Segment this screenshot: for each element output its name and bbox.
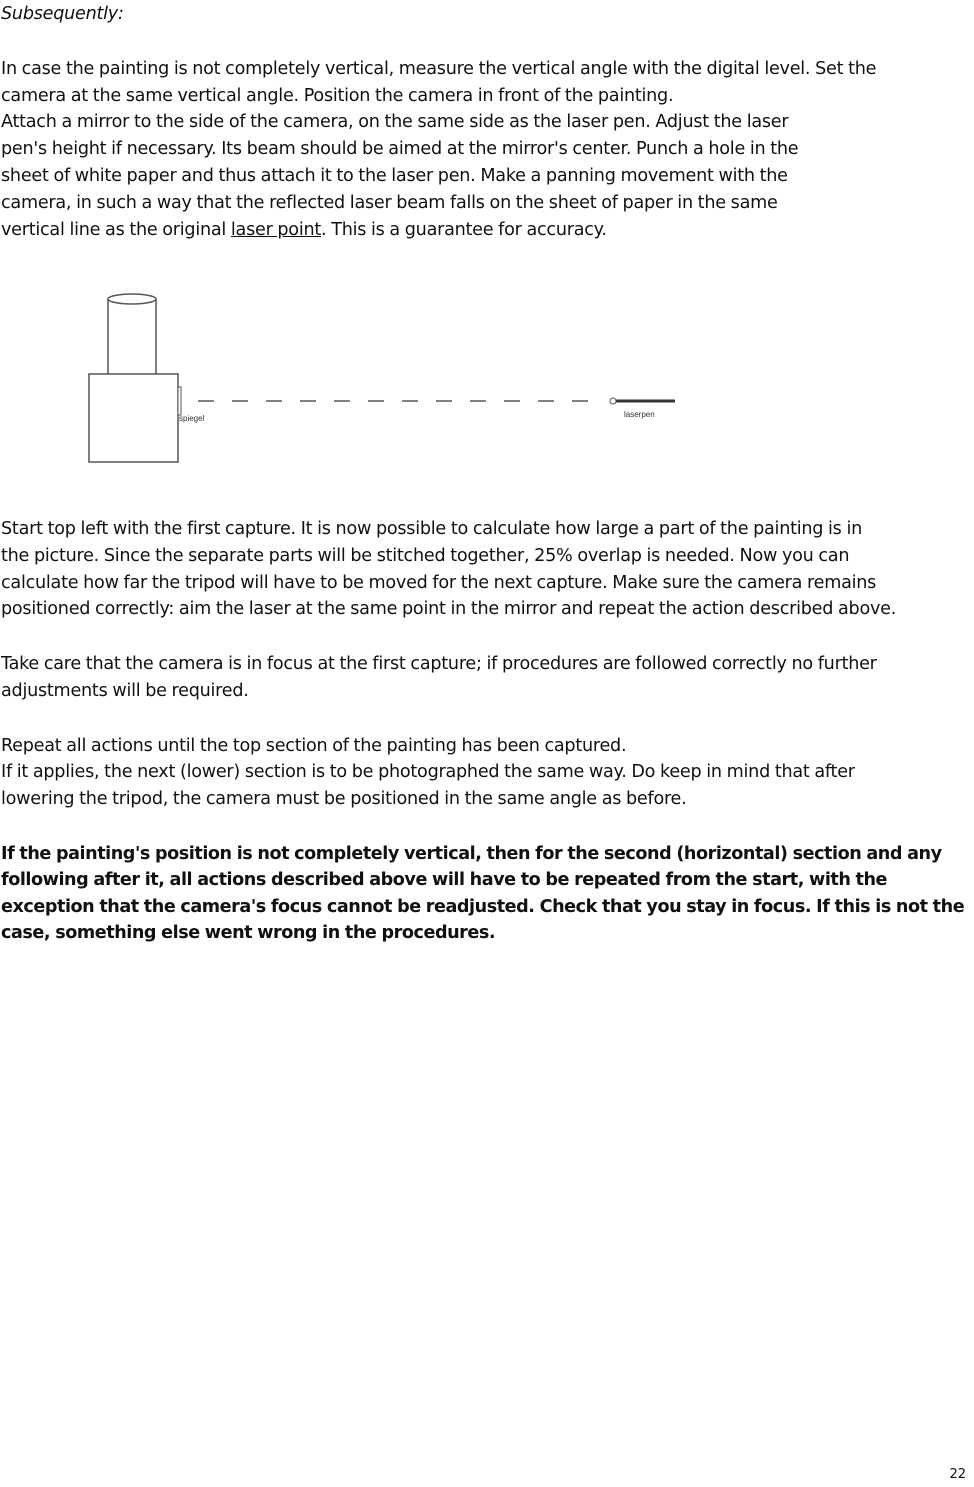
paragraph-line: the picture. Since the separate parts will be stitched together, 25% overlap is needed. Now you can bbox=[1, 546, 850, 566]
paragraph-line: lowering the tripod, the camera must be positioned in the same angle as before. bbox=[1, 789, 687, 809]
laser-point-link[interactable]: laser point bbox=[230, 220, 322, 240]
mirror bbox=[178, 387, 181, 415]
laser-pen-tip bbox=[610, 398, 616, 404]
bold-paragraph-line: following after it, all actions described above will have to be repeated from the start, with the bbox=[1, 870, 888, 890]
bold-paragraph-line: case, something else went wrong in the procedures. bbox=[1, 923, 496, 943]
paragraph-line: pen's height if necessary. Its beam should be aimed at the mirror's center. Punch a hole in the bbox=[1, 139, 799, 159]
line-text-after: . This is a guarantee for accuracy. bbox=[321, 220, 607, 240]
section-heading: Subsequently: bbox=[1, 4, 124, 24]
paragraph-line bbox=[1, 219, 607, 241]
camera-body bbox=[89, 374, 178, 462]
camera-lens-top bbox=[108, 294, 156, 304]
paragraph-line: Take care that the camera is in focus at the first capture; if procedures are followed correctly no further bbox=[1, 654, 877, 674]
bold-paragraph-line: exception that the camera's focus cannot be readjusted. Check that you stay in focus. If this is not the bbox=[1, 897, 965, 917]
line-text-before: vertical line as the original bbox=[1, 220, 231, 240]
laser-alignment-diagram bbox=[80, 290, 700, 480]
paragraph-line: camera, in such a way that the reflected laser beam falls on the sheet of paper in the same bbox=[1, 193, 778, 213]
paragraph-line: sheet of white paper and thus attach it to the laser pen. Make a panning movement with the bbox=[1, 166, 788, 186]
laserpen-label: laserpen bbox=[624, 410, 655, 419]
paragraph-line: Start top left with the first capture. It is now possible to calculate how large a part of the painting is in bbox=[1, 519, 862, 539]
paragraph-line: camera at the same vertical angle. Position the camera in front of the painting. bbox=[1, 86, 674, 106]
paragraph-line: positioned correctly: aim the laser at the same point in the mirror and repeat the action described above. bbox=[1, 599, 897, 619]
page-number: 22 bbox=[949, 1467, 966, 1482]
mirror-label: spiegel bbox=[179, 414, 205, 423]
paragraph-line: Repeat all actions until the top section of the painting has been captured. bbox=[1, 736, 627, 756]
camera-lens bbox=[108, 299, 156, 375]
paragraph-line: If it applies, the next (lower) section is to be photographed the same way. Do keep in mind that after bbox=[1, 762, 855, 782]
paragraph-line: adjustments will be required. bbox=[1, 681, 249, 701]
paragraph-line: Attach a mirror to the side of the camera, on the same side as the laser pen. Adjust the laser bbox=[1, 112, 789, 132]
bold-paragraph-line: If the painting's position is not completely vertical, then for the second (horizontal) section and any bbox=[1, 844, 942, 864]
paragraph-line: In case the painting is not completely vertical, measure the vertical angle with the digital level. Set the bbox=[1, 59, 877, 79]
paragraph-line: calculate how far the tripod will have to be moved for the next capture. Make sure the camera remains bbox=[1, 573, 877, 593]
